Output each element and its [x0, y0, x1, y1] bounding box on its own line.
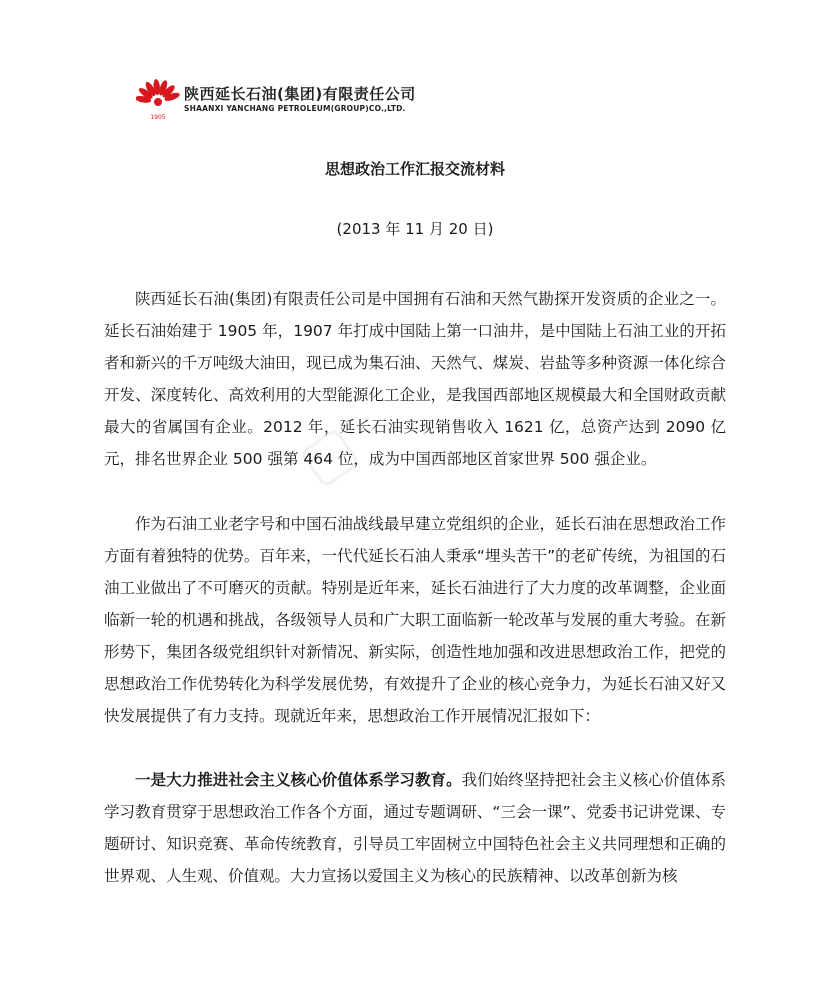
paragraph-1-text: 陕西延长石油(集团)有限责任公司是中国拥有石油和天然气勘探开发资质的企业之一。延长石油始建于 1905 年，1907 年打成中国陆上第一口油井，是中国陆上石油工业的开拓者和新兴的千万吨级大油田，现已成为集石油、天然气、煤炭、岩盐等多种资源一体化综合开发、深度转化、高效利用的大型能源化工企业，是我国西部地区规模最大和全国财政贡献最大的省属国有企业。2012 年，延长石油实现销售收入 1621 亿，总资产达到 2090 亿元，排名世界企业 500 强第 464 位，成为中国西部地区首家世界 500 强企业。 — [104, 290, 726, 468]
company-name-block — [184, 87, 416, 113]
watermark: ▢ — [285, 410, 370, 498]
logo-year: 1905 — [150, 114, 166, 121]
paragraph-3-lead: 一是大力推进社会主义核心价值体系学习教育。 — [135, 771, 462, 789]
paragraph-1 — [104, 283, 726, 475]
company-name-en: SHAANXI YANCHANG PETROLEUM(GROUP)CO.,LTD. — [184, 104, 406, 114]
paragraph-2-text: 作为石油工业老字号和中国石油战线最早建立党组织的企业，延长石油在思想政治工作方面有着独特的优势。百年来，一代代延长石油人秉承“埋头苦干”的老矿传统，为祖国的石油工业做出了不可磨灭的贡献。特别是近年来，延长石油进行了大力度的改革调整，企业面临新一轮的机遇和挑战，各级领导人员和广大职工面临新一轮改革与发展的重大考验。在新形势下，集团各级党组织针对新情况、新实际，创造性地加强和改进思想政治工作，把党的思想政治工作优势转化为科学发展优势，有效提升了企业的核心竞争力，为延长石油又好又快发展提供了有力支持。现就近年来，思想政治工作开展情况汇报如下： — [104, 515, 726, 725]
paragraph-2 — [104, 508, 726, 732]
document-title: 思想政治工作汇报交流材料 — [324, 160, 505, 178]
company-header — [136, 78, 416, 122]
paragraph-3-text: 我们始终坚持把社会主义核心价值体系学习教育贯穿于思想政治工作各个方面，通过专题调研、“三会一课”、党委书记讲党课、专题研讨、知识竞赛、革命传统教育，引导员工牢固树立中国特色社会主义共同理想和正确的世界观、人生观、价值观。大力宣扬以爱国主义为核心的民族精神、以改革创新为核 — [104, 771, 726, 885]
document-date: (2013 年 11 月 20 日) — [336, 220, 494, 238]
company-logo-icon — [136, 78, 180, 122]
paragraph-3 — [104, 764, 726, 892]
company-name-cn: 陕西延长石油(集团)有限责任公司 — [184, 85, 416, 104]
